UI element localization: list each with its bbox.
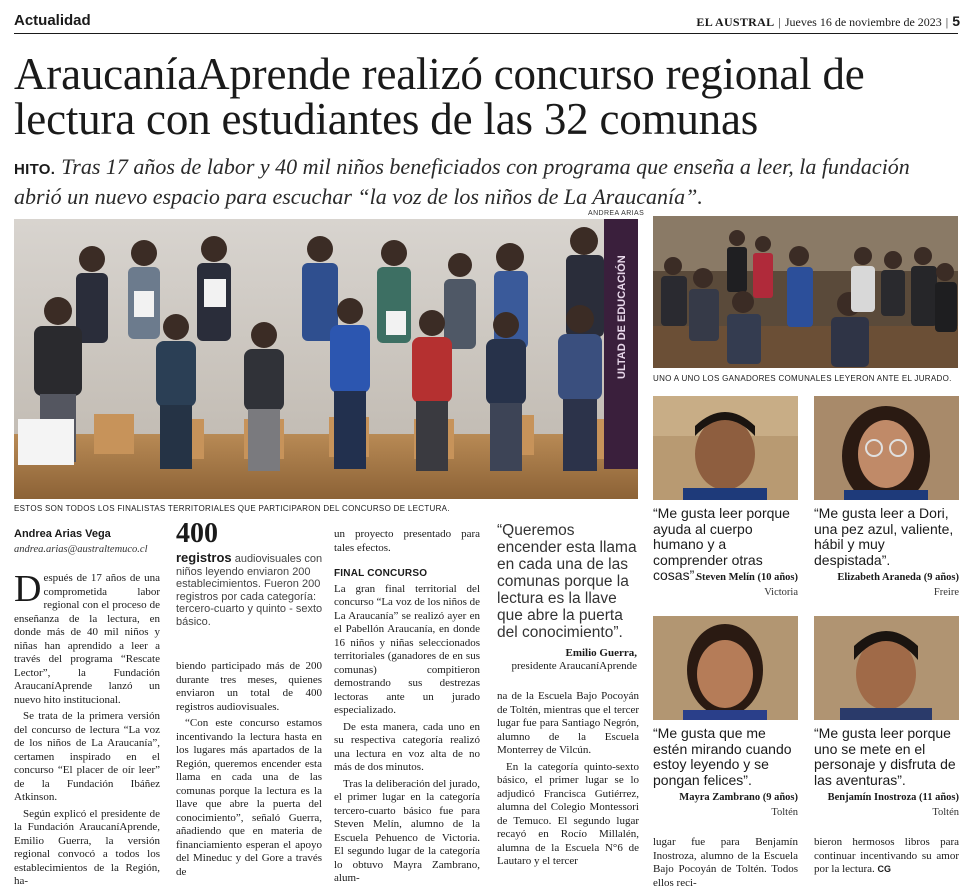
col4-paragraph-2: En la categoría quinto-sexto básico, el primer lugar se lo adjudicó Francisca Gutiérrez, alumna del Colegio Montessori de Temuco. El segundo lugar recayó en Rocío Millalén, alumna de la Escuela N°6 de Lautaro y el tercer	[497, 760, 639, 867]
portrait-benjamin	[814, 616, 959, 720]
col2-paragraph-1: biendo participado más de 200 durante tres meses, quienes enviaron un total de 400 registros audiovisuales.	[176, 660, 322, 713]
banner-text: ULTAD DE EDUCACIÓN	[616, 255, 628, 379]
portrait-elizabeth	[814, 396, 959, 500]
publication-date: Jueves 16 de noviembre de 2023	[784, 15, 942, 29]
quote-mayra-name: Mayra Zambrano (9 años)	[679, 792, 798, 803]
byline-email[interactable]: andrea.arias@australtemuco.cl	[14, 544, 148, 555]
side-photo-caption: UNO A UNO LOS GANADORES COMUNALES LEYERON ANTE EL JURADO.	[653, 374, 952, 383]
body-column-2	[176, 660, 322, 882]
portrait-mayra	[653, 616, 798, 720]
body-column-3	[334, 528, 480, 889]
main-photo	[14, 219, 638, 499]
col1-paragraph-1: espués de 17 años de una comprometida labor regional con el proceso de enseñanza de la lectura, en donde más de 40 mil niños y niñas han aprendido a leer a través del programa “Rescate Lector”, la Fundación AraucaníAprende lanzó un nuevo hito institucional.	[14, 572, 160, 706]
pull-quote-role: presidente AraucaníAprende	[511, 660, 637, 672]
subheading-final: FINAL CONCURSO	[334, 568, 428, 579]
col6-paragraph-1: bieron hermosos libros para continuar incentivando su amor por la lectura.	[814, 836, 959, 875]
kicker-label: HITO.	[14, 161, 56, 178]
pull-quote: “Queremos encender esta llama en cada una de las comunas porque la lectura es la llave que abre la puerta del conocimiento”.	[497, 522, 637, 641]
page-number: 5	[952, 13, 960, 29]
quote-benjamin-place: Toltén	[932, 807, 959, 818]
pull-quote-name: Emilio Guerra,	[565, 647, 637, 659]
col3-paragraph-3: Tras la deliberación del jurado, el primer lugar en la categoría tercero-cuarto básico fue para Steven Melín, alumno de la Escuela Pehuenco de Victoria. El segundo lugar de la categoría lo obtuvo Mayra Zambrano, alum-	[334, 777, 480, 884]
body-column-1	[14, 568, 160, 892]
kicker	[14, 153, 958, 210]
col5-paragraph-1: lugar fue para Benjamín Inostroza, alumno de la Escuela Bajo Pocoyán de Toltén. Todos ellos reci-	[653, 836, 798, 889]
header-rule	[14, 33, 958, 34]
quote-elizabeth-name: Elizabeth Araneda (9 años)	[837, 572, 959, 583]
col1-paragraph-2: Se trata de la primera versión del concurso de lectura “La voz de los niños de La Araucanía”, certamen inspirado en el concurso “El placer de oír leer” de la Fundación Ibáñez Atkinson.	[14, 710, 160, 803]
portrait-steven	[653, 396, 798, 500]
headline: AraucaníaAprende realizó concurso regional de lectura con estudiantes de las 32 comunas	[14, 49, 865, 144]
col3-paragraph-2: De esta manera, cada uno en su respectiva categoría realizó una lectura en voz alta de no más de dos minutos.	[334, 720, 480, 773]
byline-name: Andrea Arias Vega	[14, 528, 111, 540]
quote-steven-text: “Me gusta leer porque ayuda al cuerpo humano y a comprender otras cosas”.	[653, 505, 790, 583]
col3-paragraph-1: La gran final territorial del concurso “La voz de los niños de La Araucanía” se realizó ayer en el Pabellón Araucanía, en donde 16 niños y niñas seleccionados territoriales (ganadores de en sus comunas) compitieron demostrando sus destrezas lectoras ante un jurado especializado.	[334, 582, 481, 716]
drop-cap: D	[14, 568, 42, 610]
quote-benjamin-text: “Me gusta leer porque uno se mete en el personaje y disfruta de las aventuras”.	[814, 725, 956, 788]
quote-mayra-text: “Me gusta que me estén mirando cuando estoy leyendo y se pongan felices”.	[653, 725, 792, 788]
side-photo	[653, 216, 958, 368]
section-label: Actualidad	[14, 12, 91, 29]
kicker-text: Tras 17 años de labor y 40 mil niños beneficiados con programa que enseña a leer, la fundación abrió un nuevo espacio para escuchar “la voz de los niños de La Araucanía”.	[14, 154, 910, 209]
publication-name: EL AUSTRAL	[696, 15, 775, 29]
quote-steven-place: Victoria	[764, 587, 798, 598]
quote-steven-name: Steven Melín (10 años)	[696, 572, 798, 583]
stat-number: 400	[176, 518, 218, 549]
stat-label: registros	[176, 550, 232, 565]
photo-credit: ANDREA ARIAS	[588, 210, 645, 217]
quote-benjamin-name: Benjamín Inostroza (11 años)	[827, 792, 959, 803]
main-photo-caption: ESTOS SON TODOS LOS FINALISTAS TERRITORIALES QUE PARTICIPARON DEL CONCURSO DE LECTURA.	[14, 504, 450, 513]
body-column-4	[497, 690, 639, 872]
body-column-6	[814, 836, 959, 880]
header-info: EL AUSTRAL | Jueves 16 de noviembre de 2023 | 5	[696, 13, 960, 29]
col3-paragraph-0: un proyecto presentado para tales efectos.	[334, 528, 480, 554]
body-column-5	[653, 836, 798, 892]
end-mark: CG	[877, 864, 892, 874]
stat-text	[176, 552, 326, 628]
stat-description: audiovisuales con niños leyendo enviaron 200 establecimientos. Fueron 200 registros por cada categoría: tercero-cuarto y quinto - sexto básico.	[176, 553, 323, 628]
quote-elizabeth-text: “Me gusta leer a Dori, una pez azul, valiente, hábil y muy despistada”.	[814, 505, 954, 568]
col1-paragraph-3: Según explicó el presidente de la Fundación AraucaníAprende, Emilio Guerra, la versión regional convocó a todos los establecimientos de la Región, ha-	[14, 807, 160, 887]
quote-elizabeth-place: Freire	[933, 587, 959, 598]
quote-mayra-place: Toltén	[771, 807, 798, 818]
col2-paragraph-2: “Con este concurso estamos incentivando la lectura hasta en los lugares más apartados de la Región, queremos encender esta llama en cada una de las comunas porque la lectura es la llave que abre la puerta del conocimiento”, señaló Guerra, añadiendo que en materia de financiamiento esperan el apoyo del Mineduc y del Gore a través de	[176, 717, 322, 878]
col4-paragraph-1: na de la Escuela Bajo Pocoyán de Toltén, mientras que el tercer lugar fue para Santiago Negrón, alumno de la Escuela Monterrey de Vilcún.	[497, 690, 639, 756]
